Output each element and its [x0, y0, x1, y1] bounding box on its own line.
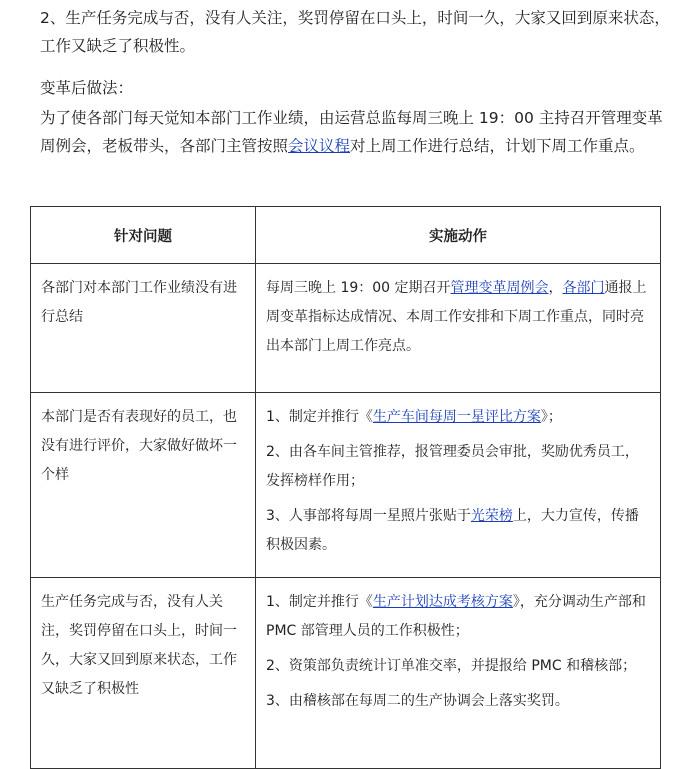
action-list: [256, 393, 660, 560]
action-item: [266, 403, 650, 432]
intro-paragraph-3: [40, 104, 670, 160]
problem-cell: [31, 578, 256, 769]
table-header-row: [31, 207, 661, 264]
action-text-part: ，: [548, 280, 563, 296]
star-rating-plan-link[interactable]: 生产车间每周一星评比方案: [372, 409, 541, 425]
action-text-part: 3、人事部将每周一星照片张贴于: [266, 508, 471, 524]
action-text: [256, 264, 660, 361]
problem-text: 本部门是否有表现好的员工，也没有进行评价，大家做好做坏一个样: [41, 409, 237, 483]
problem-text: 各部门对本部门工作业绩没有进行总结: [41, 280, 237, 325]
intro-paragraph-2: 变革后做法：: [40, 79, 134, 97]
header-action: 实施动作: [256, 207, 661, 264]
problem-cell: [31, 393, 256, 578]
action-item: 2、资策部负责统计订单准交率，并提报给 PMC 和稽核部；: [266, 658, 637, 674]
intro-text: 对上周工作进行总结，计划下周工作重点。: [350, 137, 645, 155]
problem-cell: [31, 264, 256, 393]
action-text-part: 》，充分调动生产部和 PMC 部管理人员的工作积极性；: [266, 594, 646, 639]
action-text-part: 通报上周变革指标达成情况、本周工作安排和下周工作重点，同时亮出本部门上周工作亮点。: [266, 280, 647, 354]
action-text-part: 1、制定并推行《: [266, 409, 373, 425]
table-row: [31, 578, 661, 769]
action-item: [266, 588, 650, 646]
action-text-part: 》；: [540, 409, 562, 425]
honor-board-link[interactable]: 光荣榜: [470, 508, 513, 524]
measures-table: [30, 206, 661, 769]
action-cell: [256, 264, 661, 393]
action-item: 3、由稽核部在每周二的生产协调会上落实奖罚。: [266, 693, 569, 709]
table-row: [31, 393, 661, 578]
problem-text: 生产任务完成与否，没有人关注，奖罚停留在口头上，时间一久，大家又回到原来状态，工作又缺乏了积极性: [41, 594, 237, 697]
action-item: [266, 502, 650, 560]
intro-text: 为了使各部门每天觉知本部门工作业绩，由运营总监每周三晚上 19：00 主持召开管理变革周例会，老板带头，各部门主管按照: [40, 109, 663, 155]
departments-link[interactable]: 各部门: [562, 280, 605, 296]
action-list: [256, 578, 660, 716]
action-cell: [256, 393, 661, 578]
table-row: [31, 264, 661, 393]
action-text-part: 1、制定并推行《: [266, 594, 373, 610]
action-item: 2、由各车间主管推荐，报管理委员会审批，奖励优秀员工，发挥榜样作用；: [266, 444, 639, 489]
header-problem: 针对问题: [31, 207, 256, 264]
plan-assessment-link[interactable]: 生产计划达成考核方案: [372, 594, 513, 610]
intro-paragraph-1: 2、生产任务完成与否，没有人关注，奖罚停留在口头上，时间一久，大家又回到原来状态，工作又缺乏了积极性。: [40, 9, 670, 55]
weekly-meeting-link[interactable]: 管理变革周例会: [450, 280, 549, 296]
meeting-agenda-link[interactable]: 会议议程: [288, 137, 351, 155]
action-text-part: 上，大力宣传，传播积极因素。: [266, 508, 639, 553]
action-cell: [256, 578, 661, 769]
action-text-part: 每周三晚上 19：00 定期召开: [266, 280, 451, 296]
